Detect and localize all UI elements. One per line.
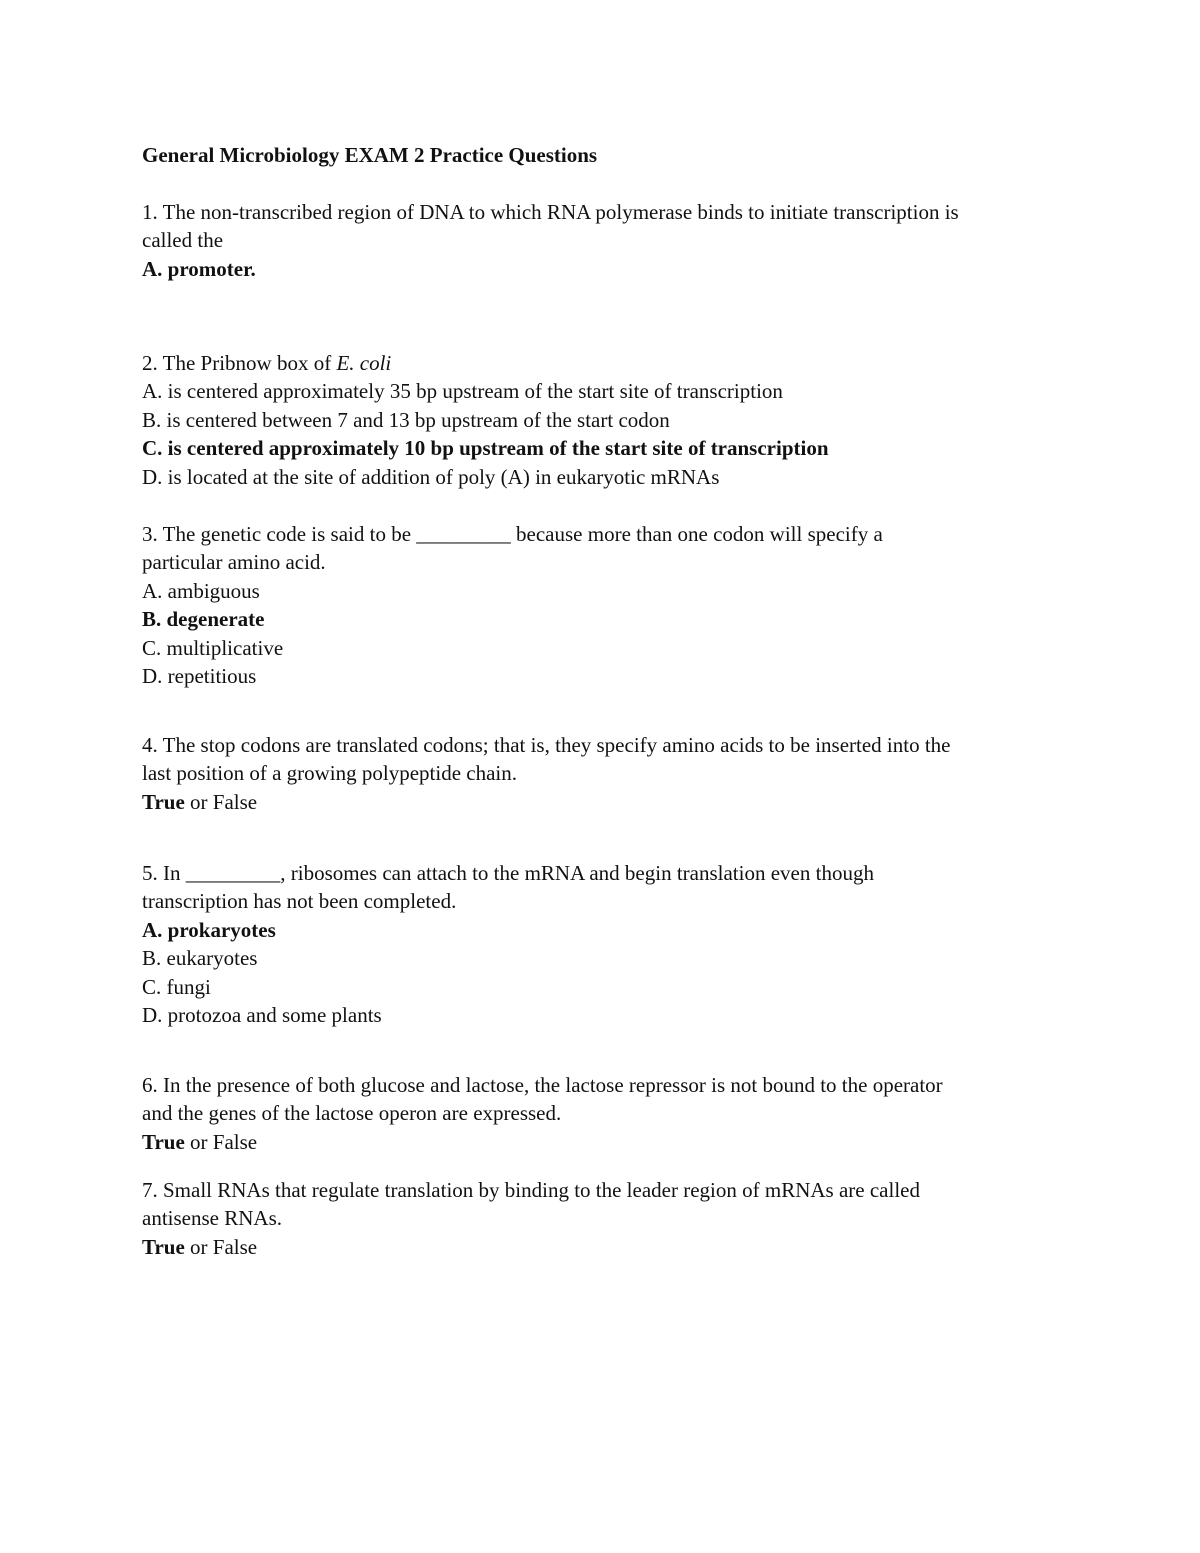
answer-option-correct: C. is centered approximately 10 bp upstream of the start site of transcription	[142, 436, 829, 461]
question-stem-line: 5. In _________, ribosomes can attach to the mRNA and begin translation even though	[142, 861, 874, 885]
answer-option: A. is centered approximately 35 bp upstream of the start site of transcription	[142, 379, 783, 404]
question-stem-line: 4. The stop codons are translated codons; that is, they specify amino acids to be inserted into the	[142, 733, 951, 757]
question-4	[142, 731, 1072, 816]
question-1	[142, 198, 1072, 283]
organism-name: E. coli	[336, 351, 392, 375]
question-5	[142, 859, 1072, 1029]
answer-option: B. eukaryotes	[142, 946, 258, 971]
question-stem-line: last position of a growing polypeptide chain.	[142, 761, 518, 786]
answer-true-bold: True	[142, 1234, 185, 1259]
answer-option: C. multiplicative	[142, 635, 284, 660]
answer-false-text: or False	[184, 789, 258, 814]
question-stem-line: antisense RNAs.	[142, 1206, 282, 1231]
question-stem-line: 1. The non-transcribed region of DNA to which RNA polymerase binds to initiate transcription is	[142, 200, 959, 224]
answer-option: C. fungi	[142, 974, 211, 999]
answer-true-bold: True	[142, 789, 185, 814]
question-stem-line	[142, 349, 1072, 377]
question-6	[142, 1071, 1072, 1156]
question-stem-line: particular amino acid.	[142, 550, 326, 575]
question-7	[142, 1176, 1072, 1261]
answer-option: D. is located at the site of addition of poly (A) in eukaryotic mRNAs	[142, 464, 720, 489]
answer-option: D. protozoa and some plants	[142, 1002, 382, 1027]
question-3	[142, 520, 1072, 690]
question-stem-line: 6. In the presence of both glucose and lactose, the lactose repressor is not bound to the operator	[142, 1073, 943, 1097]
answer-option: D. repetitious	[142, 663, 257, 688]
answer-false-text: or False	[184, 1234, 258, 1259]
question-stem-line: called the	[142, 228, 224, 253]
answer-option-correct: A. prokaryotes	[142, 917, 276, 942]
answer-option-correct: B. degenerate	[142, 607, 265, 632]
true-false-answer	[142, 1128, 1072, 1156]
document-title: General Microbiology EXAM 2 Practice Questions	[142, 143, 598, 167]
answer-option: A. ambiguous	[142, 578, 260, 603]
answer-option: B. is centered between 7 and 13 bp upstream of the start codon	[142, 407, 670, 432]
answer-option-correct: A. promoter.	[142, 256, 256, 281]
question-stem-line: 3. The genetic code is said to be _________ because more than one codon will specify a	[142, 522, 883, 546]
question-stem-line: and the genes of the lactose operon are expressed.	[142, 1101, 562, 1126]
question-2	[142, 349, 1072, 491]
question-stem-line: transcription has not been completed.	[142, 889, 457, 914]
true-false-answer	[142, 788, 1072, 816]
true-false-answer	[142, 1233, 1072, 1261]
answer-false-text: or False	[184, 1129, 258, 1154]
answer-true-bold: True	[142, 1129, 185, 1154]
question-stem-line: 7. Small RNAs that regulate translation by binding to the leader region of mRNAs are called	[142, 1178, 920, 1202]
question-stem-text: 2. The Pribnow box of	[142, 351, 337, 375]
